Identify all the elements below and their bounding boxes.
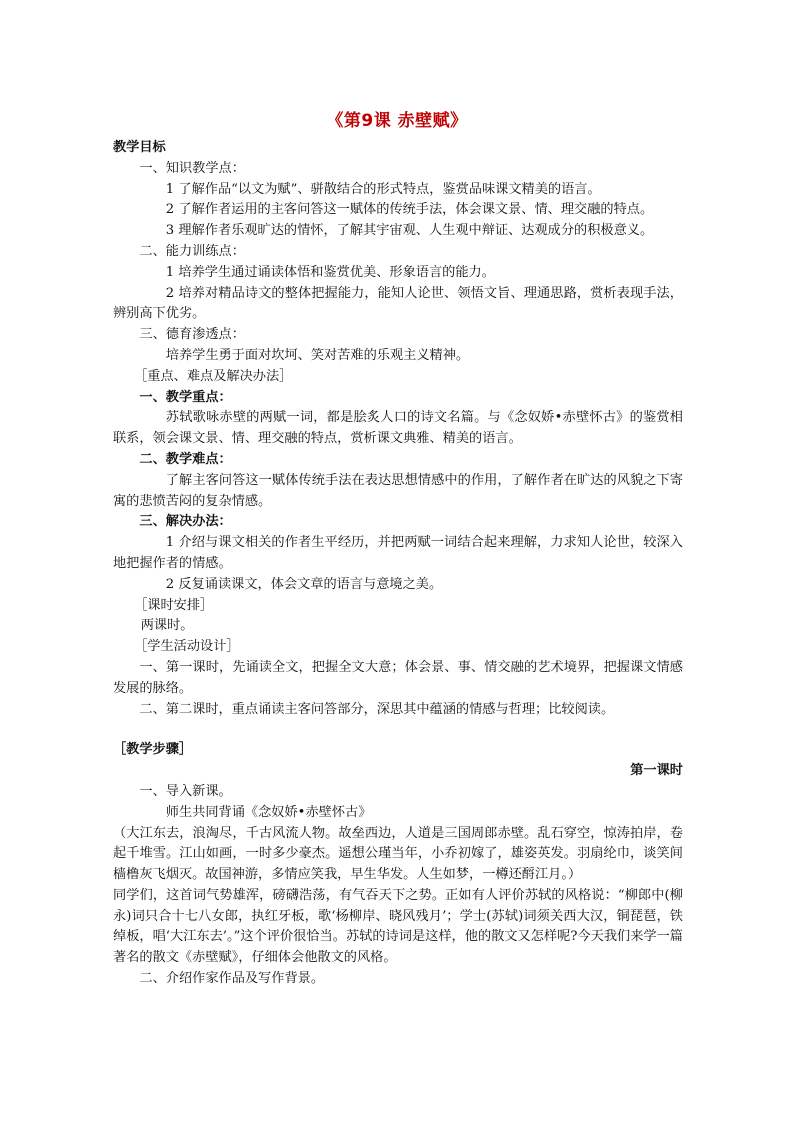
subheading-ability: 二、能力训练点： xyxy=(139,243,245,259)
lesson-title: 《第9课 赤壁赋》 xyxy=(326,111,468,131)
bracket-heading-activities: ［学生活动设计］ xyxy=(134,639,240,655)
section-heading-objectives: 教学目标 xyxy=(113,140,166,155)
spacer xyxy=(113,720,683,740)
subheading-solution: 三、解决办法： xyxy=(139,514,232,530)
subheading-moral: 三、德育渗透点： xyxy=(139,327,245,343)
key-point-text: 苏轼歌咏赤壁的两赋一词，都是脍炙人口的诗文名篇。与《念奴娇•赤壁怀古》的鉴赏相联系，领会课文景、情、理交融的特点，赏析课文典雅、精美的语言。 xyxy=(113,410,683,447)
knowledge-item-2: 2 了解作者运用的主客问答这一赋体的传统手法，体会课文景、情、理交融的特点。 xyxy=(165,202,654,218)
knowledge-item-1: 1 了解作品“以文为赋”、骈散结合的形式特点，鉴赏品味课文精美的语言。 xyxy=(165,181,601,197)
subheading-difficulty: 二、教学难点： xyxy=(139,451,232,467)
knowledge-item-3: 3 理解作者乐观旷达的情怀，了解其宇宙观、人生观中辩证、达观成分的积极意义。 xyxy=(165,223,654,239)
step-intro-heading: 一、导入新课。 xyxy=(139,783,232,799)
ability-item-1: 1 培养学生通过诵读体悟和鉴赏优美、形象语言的能力。 xyxy=(165,264,495,280)
step-author-heading: 二、介绍作家作品及写作背景。 xyxy=(139,971,325,987)
moral-item: 培养学生勇于面对坎坷、笑对苦难的乐观主义精神。 xyxy=(165,347,470,363)
subheading-key-point: 一、教学重点： xyxy=(139,389,232,405)
subheading-knowledge: 一、知识教学点： xyxy=(139,160,245,176)
recite-instruction: 师生共同背诵《念奴娇•赤壁怀古》 xyxy=(165,804,372,820)
intro-paragraph: 同学们，这首词气势雄浑，磅礴浩荡，有气吞天下之势。正如有人评价苏轼的风格说：“柳郎中(柳永)词只合十七八女郎，执红牙板，歌‘杨柳岸、晓风残月’；学士(苏轼)词须关西大汉，铜琵琶，铁绰板，唱‘大江东去’。”这个评价很恰当。苏轼的诗词是这样，他的散文又怎样呢?今天我们来学一篇著名的散文《赤壁赋》，仔细体会他散文的风格。 xyxy=(113,887,683,966)
lesson-content xyxy=(113,138,683,990)
section-heading-steps: ［教学步骤］ xyxy=(113,742,193,758)
schedule-text: 两课时。 xyxy=(140,618,194,634)
bracket-heading-key-points: ［重点、难点及解决办法］ xyxy=(134,368,293,384)
poem-text: （大江东去，浪淘尽，千古风流人物。故垒西边，人道是三国周郎赤壁。乱石穿空，惊涛拍岸，卷起千堆雪。江山如画，一时多少豪杰。遥想公瑾当年，小乔初嫁了，雄姿英发。羽扇纶巾，谈笑间樯橹灰飞烟灭。故国神游，多情应笑我，早生华发。人生如梦，一樽还酹江月。） xyxy=(113,825,683,883)
solution-item-2: 2 反复诵读课文，体会文章的语言与意境之美。 xyxy=(165,576,443,592)
ability-item-2: 2 培养对精品诗文的整体把握能力，能知人论世、领悟文旨、理通思路，赏析表现手法，辨别高下优劣。 xyxy=(113,285,683,322)
activity-item-1: 一、第一课时，先诵读全文，把握全文大意；体会景、事、情交融的艺术境界，把握课文情感发展的脉络。 xyxy=(113,659,683,696)
difficulty-text: 了解主客问答这一赋体传统手法在表达思想情感中的作用，了解作者在旷达的风貌之下寄寓的悲愤苦闷的复杂情感。 xyxy=(113,472,683,509)
period-heading-first: 第一课时 xyxy=(630,763,683,779)
activity-item-2: 二、第二课时，重点诵读主客问答部分，深思其中蕴涵的情感与哲理；比较阅读。 xyxy=(139,701,615,717)
bracket-heading-schedule: ［课时安排］ xyxy=(134,597,214,613)
solution-item-1: 1 介绍与课文相关的作者生平经历，并把两赋一词结合起来理解，力求知人论世，较深入地把握作者的情感。 xyxy=(113,535,683,571)
